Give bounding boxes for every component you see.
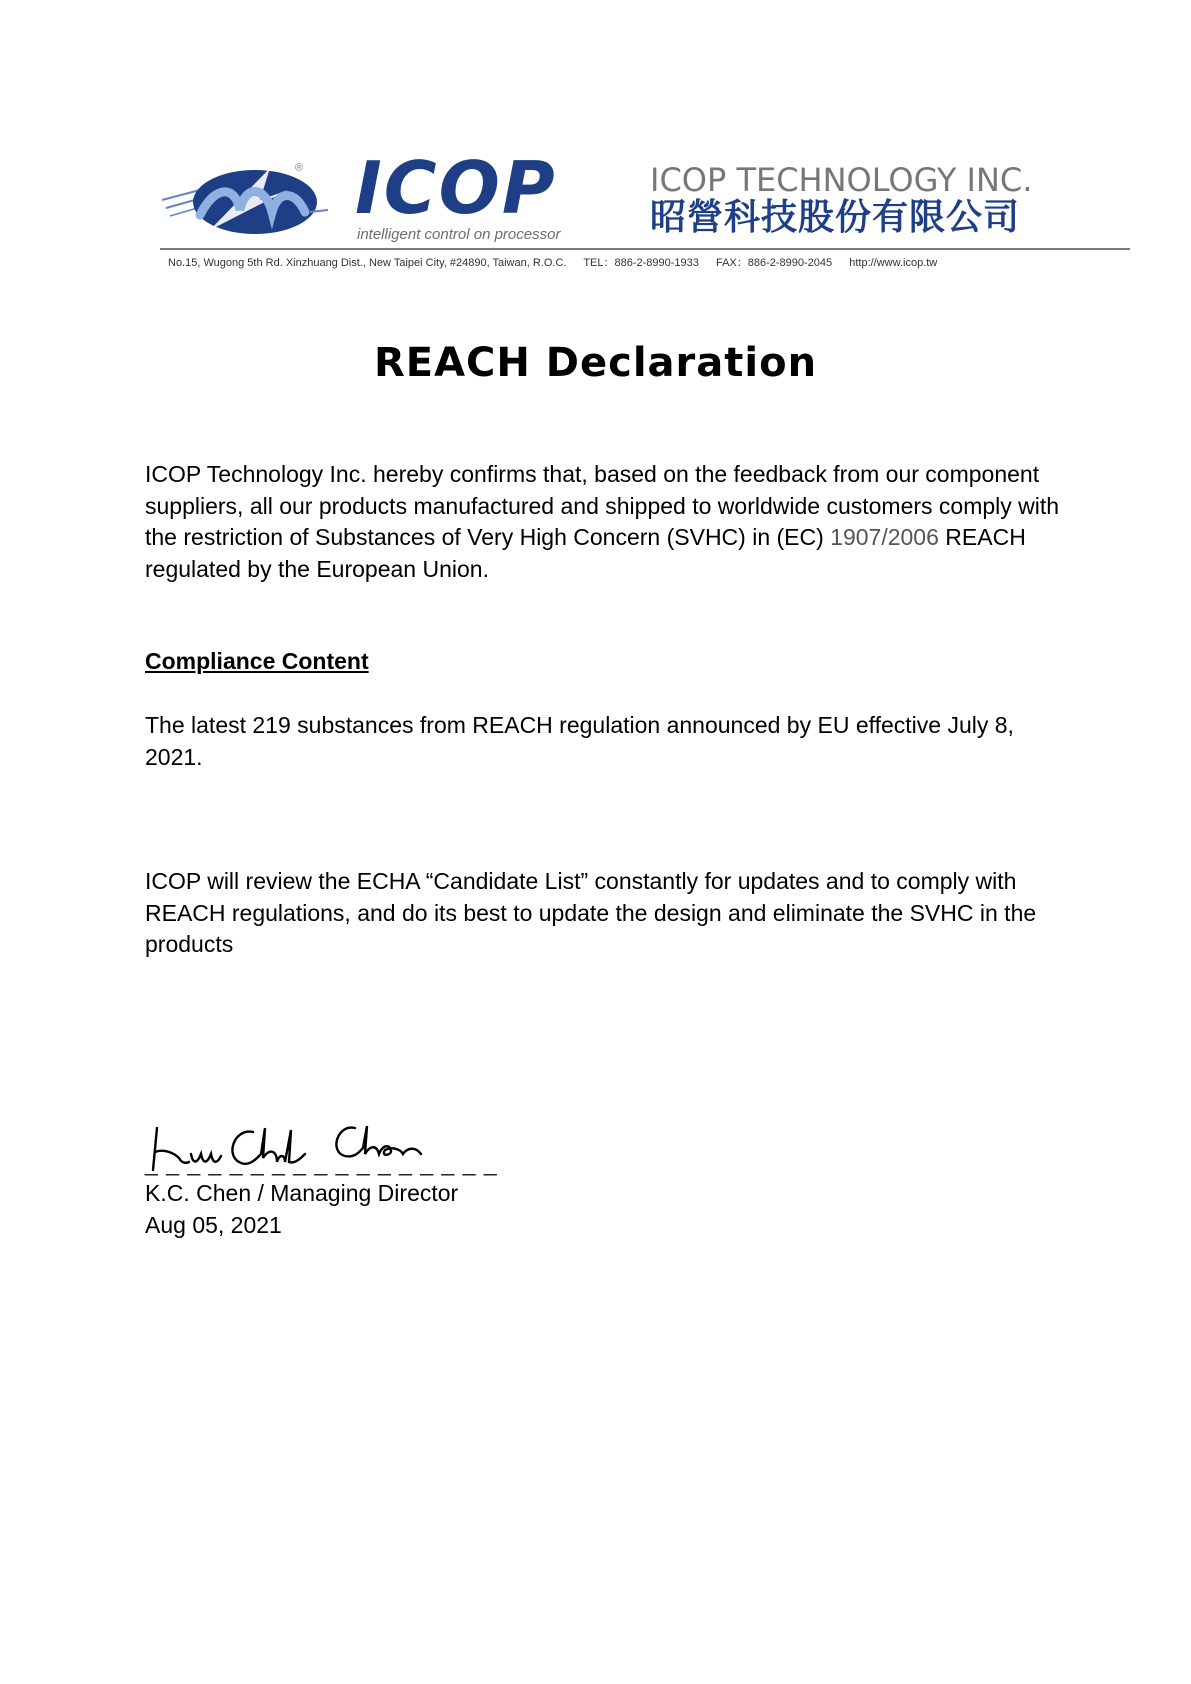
signature-block [145, 1118, 545, 1248]
company-address: No.15, Wugong 5th Rd. Xinzhuang Dist., New Taipei City, #24890, Taiwan, R.O.C. [168, 257, 567, 269]
brand-tagline: intelligent control on processor [357, 226, 561, 243]
company-name-chinese: 昭營科技股份有限公司 [650, 197, 1021, 238]
company-website: http://www.icop.tw [849, 257, 938, 269]
letterhead-divider [160, 248, 1130, 250]
contact-line [168, 254, 1130, 270]
company-logo-icon [160, 160, 330, 250]
regulation-number: 1907/2006 [830, 524, 939, 550]
signature-date: Aug 05, 2021 [145, 1212, 282, 1238]
brand-wordmark: ICOP [355, 146, 557, 230]
registered-mark: ® [295, 162, 304, 174]
section-heading: Compliance Content [145, 648, 369, 674]
declaration-paragraph [145, 459, 1065, 585]
company-fax: FAX：886-2-8990-2045 [715, 257, 833, 269]
document-title: REACH Declaration [373, 340, 818, 386]
review-paragraph: ICOP will review the ECHA “Candidate List” constantly for updates and to comply with REACH regulations, and do its best to update the design and eliminate the SVHC in the products [145, 868, 1037, 957]
signature-line: _ _ _ _ _ _ _ _ _ _ _ _ _ _ _ _ _ [145, 1150, 498, 1176]
declaration-text-end: REACH regulated by the European Union. [145, 524, 1026, 582]
letterhead [160, 146, 1130, 270]
signer-name-title: K.C. Chen / Managing Director [145, 1180, 459, 1206]
company-tel: TEL：886-2-8990-1933 [583, 257, 699, 269]
company-name-english: ICOP TECHNOLOGY INC. [650, 161, 1033, 199]
compliance-paragraph: The latest 219 substances from REACH regulation announced by EU effective July 8, 2021. [145, 712, 1014, 770]
declaration-text-start: ICOP Technology Inc. hereby confirms that, based on the feedback from our component suppliers, all our products manufactured and shipped to worldwide customers comply with the restriction of Substances of Very High Concern (SVHC) in (EC) [145, 461, 1060, 550]
